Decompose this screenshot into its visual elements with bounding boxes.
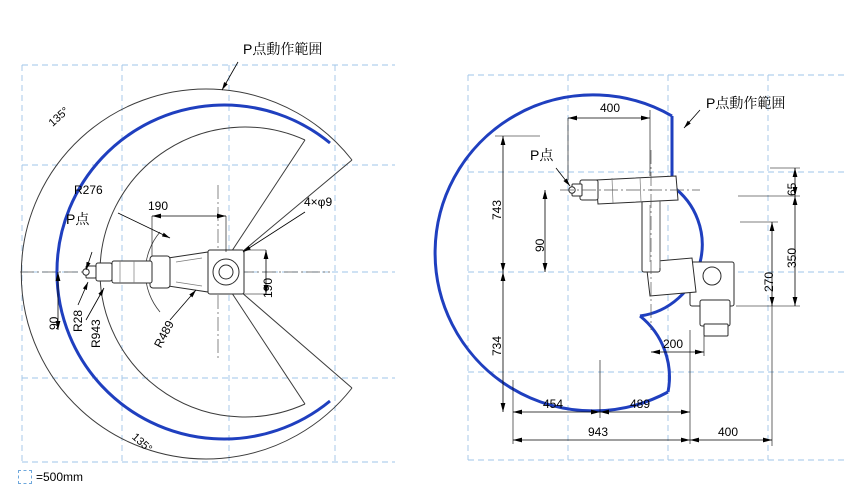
right-dim-65: 65 xyxy=(785,182,799,196)
left-point-p: P点 xyxy=(66,211,90,227)
right-range-title: P点動作範囲 xyxy=(706,95,786,111)
right-point-p: P点 xyxy=(530,147,554,163)
right-dim-270: 270 xyxy=(762,271,776,292)
right-dim-90: 90 xyxy=(533,238,547,252)
right-dim-734: 734 xyxy=(490,335,504,356)
right-dim-943: 943 xyxy=(588,425,609,439)
left-dim-r28: R28 xyxy=(71,309,85,332)
left-radius-r943: R943 xyxy=(89,319,103,348)
left-dim-190-horizontal: 190 xyxy=(148,199,169,213)
left-dim-190-vertical: 190 xyxy=(261,277,275,298)
left-radius-r489: R489 xyxy=(151,318,177,351)
right-dim-350: 350 xyxy=(785,247,799,268)
left-holes-label: 4×φ9 xyxy=(304,195,333,209)
right-dim-489: 489 xyxy=(630,397,651,411)
left-angle-upper: 135° xyxy=(46,105,72,130)
left-view-group xyxy=(20,62,352,459)
left-radius-r276: R276 xyxy=(74,183,103,197)
left-range-title: P点動作範囲 xyxy=(243,41,323,57)
right-view-group xyxy=(435,95,800,446)
grid-swatch-icon xyxy=(18,470,32,484)
right-dim-400-bottom: 400 xyxy=(718,425,739,439)
legend-text: =500mm xyxy=(36,470,84,484)
right-dim-400-top: 400 xyxy=(600,101,621,115)
left-dim-90: 90 xyxy=(47,316,61,330)
left-angle-lower: 135° xyxy=(129,431,155,456)
right-dim-454: 454 xyxy=(543,397,564,411)
scale-legend xyxy=(18,470,83,484)
right-dim-200: 200 xyxy=(663,337,684,351)
right-dim-743: 743 xyxy=(490,199,504,220)
